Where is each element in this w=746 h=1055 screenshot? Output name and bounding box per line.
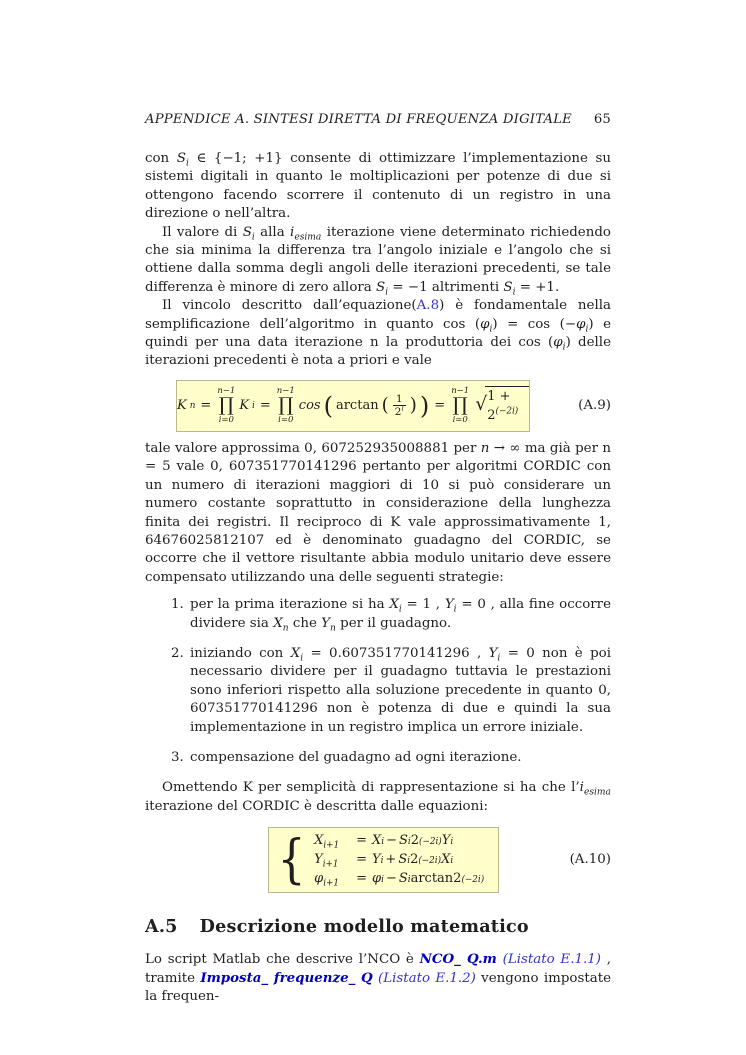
text-run: = 0.607351770141296 , [303,645,489,661]
left-brace: { [277,829,306,890]
equals-sign: = [356,833,367,849]
math-symbol: K [177,397,187,413]
math-base: 2 [453,871,462,887]
text-run: Y [321,615,331,631]
text-run: S [242,224,252,240]
text-run: Il valore di [162,224,243,240]
text-run: vengono impostate la frequen- [145,971,612,1005]
math-symbol: X [372,833,382,849]
product-symbol: ∏ [218,394,234,417]
text-run: → ∞ ma già per n = 5 vale 0, 607351770141296 pertanto per algoritmi CORDIC con un numero di iterazioni maggiori di 10 si può considerare un numero costante soprattutto in considerazione della lunghezza finita dei registri. Il reciproco di K vale approssimativamente 1, 64676025812107 ed è denominato guadagno del CORDIC, se occorre che il vettore risultante abbia modulo unitario deve essere compensato utilizzando una delle seguenti strategie: [145,440,611,585]
link-listato-e12[interactable]: (Listato E.1.2) [377,971,476,986]
square-root [475,386,529,425]
text-run: S [176,151,186,166]
math-symbol: 2 [394,405,402,419]
arctan-function: arctan [335,397,379,413]
text-run: = 0 , alla fine occorre dividere sia [190,597,611,631]
text-run: = 0 non è poi necessario dividere per il guadagno tuttavia le prestazioni sono inferiori rispetto alla soluzione precedente in quanto 0, 607351770141296 non è potenza di due e quindi la sua implementazione in un registro implica un errore iniziale. [190,645,611,735]
section-heading-a5 [145,918,611,936]
equation-a9 [145,380,611,432]
paragraph-script-matlab [145,950,611,1007]
list-item [145,645,611,737]
product-operator [451,387,469,425]
text-run: ) delle iterazioni precedenti è nota a priori e vale [145,335,611,369]
text-run: Omettendo K per semplicità di rappresentazione si ha che l’ [162,780,580,796]
text-run: S [376,279,386,295]
equation-line-phi: $\varphi_{i+1}$ = φ i − S i arctan 2 (−2i) [314,871,485,889]
product-upper-limit: n−1 [276,385,295,396]
running-header-title: APPENDICE A. SINTESI DIRETTA DI FREQUENZA DIGITALE [145,112,573,127]
text-run: iterazione viene determinato richiedendo che sia minima la differenza tra l’angolo iniziale e l’angolo che si ottiene dalla somma degli angoli delle iterazioni precedenti, se tale differenza è minore di zero allora [145,224,611,295]
list-item-text [190,597,611,634]
list-item [145,749,611,767]
equation-a10-box [268,827,499,893]
link-imposta-frequenze-q[interactable]: Imposta_ frequenze_ Q [200,970,373,986]
text-run: , tramite [145,951,612,986]
product-symbol: ∏ [452,394,468,417]
page-body [145,150,611,1007]
text-run: = −1 altrimenti [388,279,504,295]
list-item-text [190,750,522,765]
equation-a10 [145,827,611,893]
text-run: Y [488,645,498,661]
product-operator [217,387,235,425]
text-run: compensazione del guadagno ad ogni iterazione. [190,749,522,765]
text-run: X [389,597,399,613]
text-run: n [330,623,336,634]
product-upper-limit: n−1 [451,385,470,396]
paragraph-tale-valore [145,440,611,587]
product-lower-limit: i=0 [278,415,294,426]
operator: − [385,871,397,887]
text-run: n [282,623,289,634]
text-run: iniziando con [190,645,291,661]
math-text: 1 + 2 [487,389,511,423]
text-run: = 1 , [401,597,445,613]
math-subscript: i+1 [322,859,339,870]
math-symbol: Y [372,852,381,868]
math-superscript: (−2i) [495,406,519,417]
fraction-denominator [393,405,406,418]
text-run: i [579,780,584,796]
product-lower-limit: i=0 [452,415,468,426]
operator: − [386,833,397,849]
text-run: ) e quindi per una data iterazione n la produttoria dei cos ( [145,316,611,351]
operator: + [385,852,397,868]
math-symbol: X [314,833,324,849]
paragraph-omettendo [145,779,611,816]
math-base: 2 [410,833,420,849]
equation-line-y: $Y_{i+1}$ = Y i + S i 2 (−2i) X i [314,852,454,870]
math-symbol: Y [314,852,323,868]
link-nco-qm[interactable]: NCO_ Q.m [419,950,497,967]
list-item-number: 1. [171,597,184,613]
fraction-numerator: 1 [395,392,403,406]
text-run: ) è fondamentale nella semplificazione dell’algoritmo in quanto cos ( [145,298,612,332]
math-subscript: i+1 [323,840,340,851]
equals-sign: = [200,397,212,413]
link-listato-e11[interactable]: (Listato E.1.1) [502,951,601,967]
running-header [145,112,611,127]
text-run: i [251,232,255,243]
paragraph-intro [145,150,611,224]
text-run: Y [444,597,454,613]
text-run: per il guadagno. [335,615,452,631]
lhs [314,832,354,850]
radical-sign: √ [475,394,488,416]
link-equation-a8[interactable]: A.8 [416,298,440,314]
text-run: φ [480,316,490,332]
equals-sign: = [356,852,367,868]
lhs [314,851,354,869]
text-run: ∈ {−1; +1} consente di ottimizzare l’implementazione su sistemi digitali in quanto le moltiplicazioni per potenze di due si ottengono facendo scorrere il contenuto di un registro in una direzione o nell’altra. [145,151,611,222]
text-run: n [480,440,490,456]
text-run: i [185,158,189,169]
page-number: 65 [593,112,611,127]
text-run: i [497,653,501,664]
list-item [145,596,611,633]
product-operator [277,387,295,425]
text-run: S [503,279,513,295]
text-run: φ [553,335,563,351]
product-lower-limit: i=0 [218,415,234,426]
math-symbol: X [441,852,451,868]
text-run: i [290,224,295,240]
fraction [393,393,406,419]
text-run: ) = cos (− [492,316,577,332]
math-symbol: K [239,397,250,413]
equation-a9-box: K n = n−1 ∏ i=0 K i = n−1 ∏ i=0 cos ( arctan ( $\frac{1}{2^i}$ ) ) = n−1 ∏ i=0 √ $1 + 2^{(-2i)}$ [176,380,530,432]
lhs [314,870,354,888]
equation-a10-label: (A.10) [569,851,611,867]
product-symbol: ∏ [278,394,294,417]
math-base: 2 [410,852,419,868]
text-run: Lo script Matlab che descrive l’NCO è [145,951,420,967]
equals-sign: = [356,871,367,887]
text-run: i [489,324,493,335]
list-item-text [190,646,611,735]
text-run: X [290,645,301,661]
math-symbol: S [398,871,408,887]
equation-a10-system [314,832,484,888]
equals-sign: = [259,397,271,413]
text-run: i [385,287,389,298]
text-run: iterazione del CORDIC è descritta dalle equazioni: [145,798,489,814]
text-run: i [585,324,589,335]
math-symbol: φ [314,871,324,887]
text-run: alla [254,224,291,240]
paragraph-valore-si [145,224,611,298]
text-run: esima [583,788,611,799]
text-run: i [300,653,304,664]
text-run: esima [294,232,322,243]
equation-line-x: $X_{i+1}$ = X i − S i 2 (−2i) Y i [314,833,454,851]
strategies-list [145,596,611,767]
text-run: i [453,604,457,615]
math-symbol: S [398,852,408,868]
text-run: con [145,151,177,166]
math-symbol: S [399,833,408,849]
section-title: Descrizione modello matematico [199,916,529,938]
list-item-number: 3. [171,749,184,765]
radicand [485,386,529,425]
product-upper-limit: n−1 [217,385,236,396]
text-run: = +1. [515,279,560,295]
equation-a9-label: (A.9) [578,397,611,413]
text-run: per la prima iterazione si ha [190,597,390,613]
math-superscript: i [401,403,404,413]
text-run: che [288,615,322,631]
list-item-number: 2. [171,645,184,661]
text-run: i [562,342,566,353]
math-subscript: i+1 [323,878,340,889]
math-symbol: φ [372,871,382,887]
text-run: i [398,604,402,615]
text-run: X [273,615,283,631]
text-run: φ [576,316,586,332]
arctan-function: arctan [410,871,454,887]
equals-sign: = [434,397,446,413]
paragraph-vincolo [145,297,611,371]
cos-function: cos [298,397,321,413]
section-number: A.5 [145,916,178,938]
text-run: Il vincolo descritto dall’equazione( [162,298,417,314]
text-run: tale valore approssima 0, 607252935008881 per [145,440,481,456]
math-symbol: Y [441,833,451,849]
text-run: i [512,287,516,298]
